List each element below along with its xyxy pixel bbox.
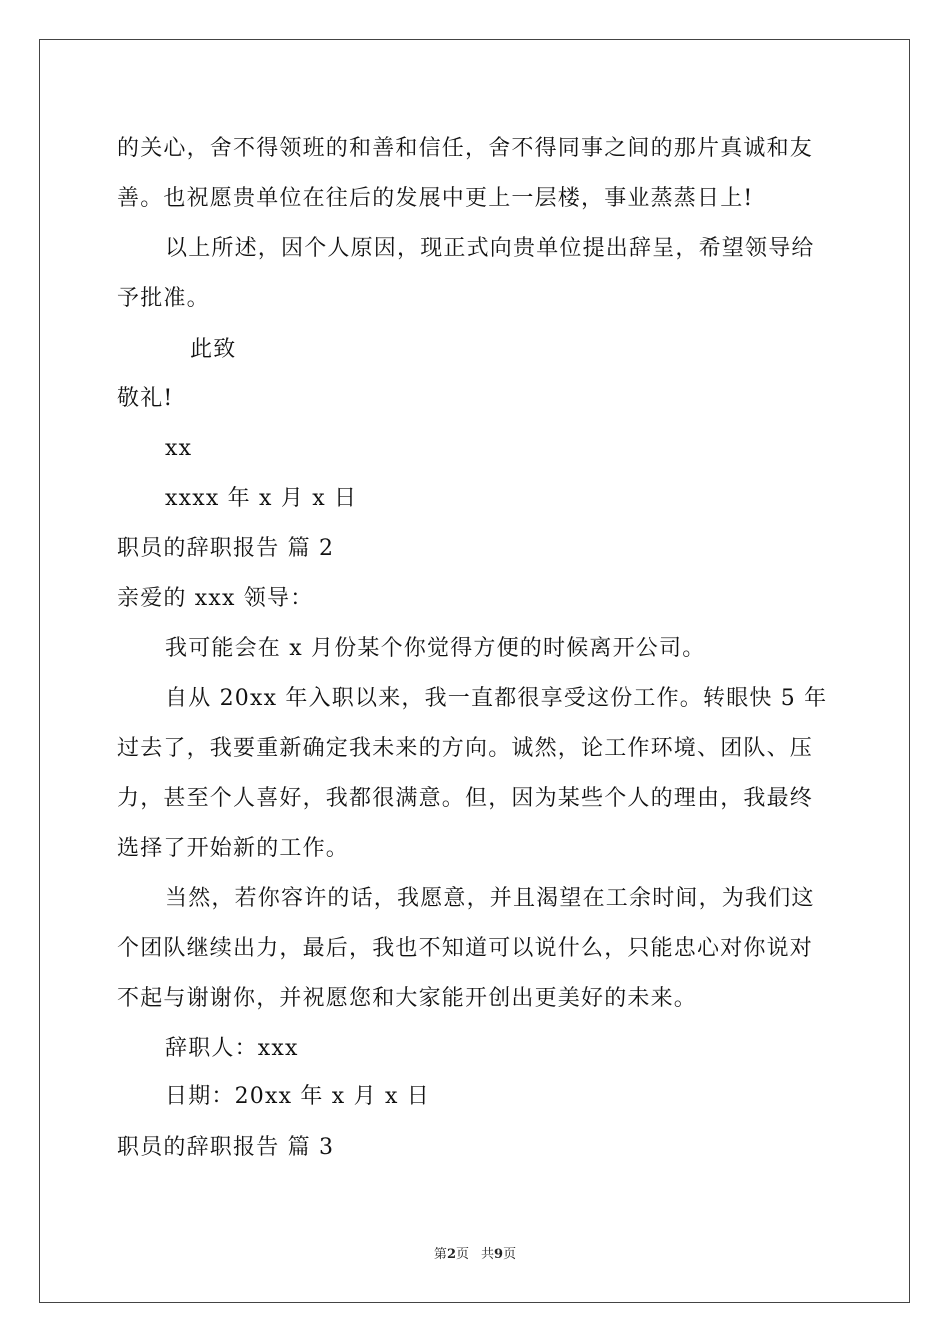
body-line-4: 予批准。 xyxy=(117,286,210,311)
footer-page-current: 2 xyxy=(446,1247,456,1262)
body-line-3: 以上所述，因个人原因，现正式向贵单位提出辞呈，希望领导给 xyxy=(165,236,815,261)
footer-page-total: 9 xyxy=(494,1247,504,1262)
signature-date: xxxx 年 x 月 x 日 xyxy=(165,486,358,511)
body-line-2: 善。也祝愿贵单位在往后的发展中更上一层楼，事业蒸蒸日上! xyxy=(117,186,754,211)
page-border xyxy=(39,39,910,1303)
page-footer xyxy=(0,1246,950,1264)
footer-total-prefix: 共 xyxy=(481,1247,495,1262)
body-line-12: 不起与谢谢你，并祝愿您和大家能开创出更美好的未来。 xyxy=(117,986,698,1011)
section-heading-2: 职员的辞职报告 篇 2 xyxy=(117,536,335,561)
body-line-8: 力，甚至个人喜好，我都很满意。但，因为某些个人的理由，我最终 xyxy=(117,786,814,811)
footer-page-suffix: 页 xyxy=(455,1247,469,1262)
body-line-10: 当然，若你容许的话，我愿意，并且渴望在工余时间，为我们这 xyxy=(165,886,815,911)
salutation-cizhi: 此致 xyxy=(190,337,237,362)
resigner-line: 辞职人：xxx xyxy=(165,1036,299,1061)
footer-page-prefix: 第 xyxy=(433,1247,447,1262)
body-line-1: 的关心，舍不得领班的和善和信任，舍不得同事之间的那片真诚和友 xyxy=(117,136,814,161)
date-line: 日期：20xx 年 x 月 x 日 xyxy=(165,1084,430,1109)
body-line-6: 自从 20xx 年入职以来，我一直都很享受这份工作。转眼快 5 年 xyxy=(165,686,828,711)
salutation-jingli: 敬礼! xyxy=(117,386,174,411)
body-line-7: 过去了，我要重新确定我未来的方向。诚然，论工作环境、团队、压 xyxy=(117,736,814,761)
body-line-9: 选择了开始新的工作。 xyxy=(117,836,350,861)
section-heading-3: 职员的辞职报告 篇 3 xyxy=(117,1135,335,1160)
signature-name: xx xyxy=(165,436,193,461)
body-line-5: 我可能会在 x 月份某个你觉得方便的时候离开公司。 xyxy=(165,636,706,661)
greeting: 亲爱的 xxx 领导： xyxy=(117,586,314,611)
body-line-11: 个团队继续出力，最后，我也不知道可以说什么，只能忠心对你说对 xyxy=(117,936,814,961)
footer-total-suffix: 页 xyxy=(503,1247,517,1262)
